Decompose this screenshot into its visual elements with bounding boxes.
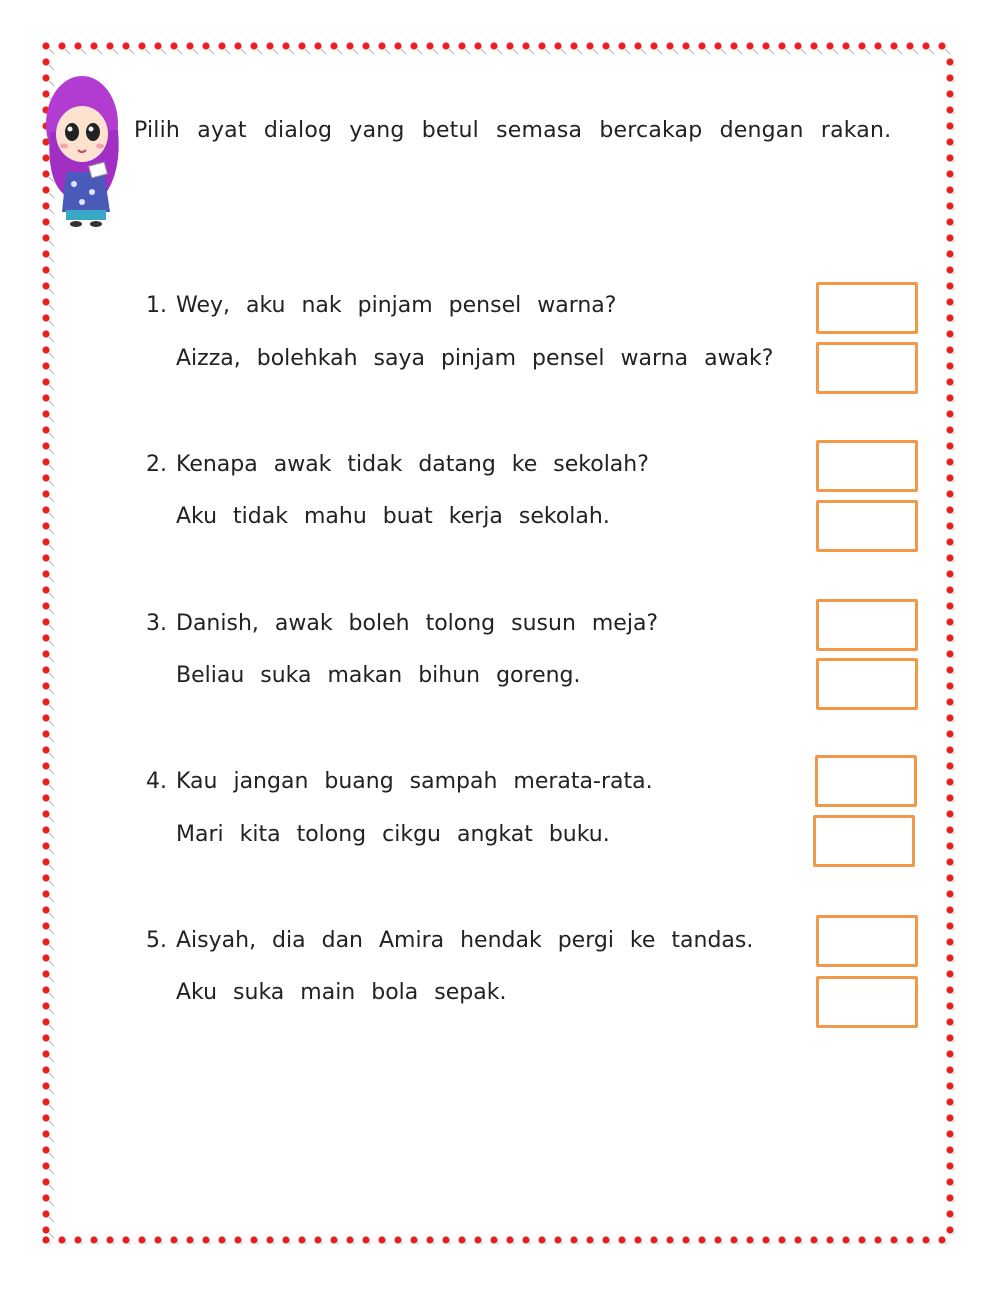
option-text: Kau jangan buang sampah merata-rata. [176, 769, 653, 794]
question-3-number: 3. [146, 611, 167, 636]
girl-avatar-illustration [44, 72, 126, 228]
answer-box-1a[interactable] [816, 282, 918, 334]
option-text: Mari kita tolong cikgu angkat buku. [176, 822, 610, 847]
option-text: Kenapa awak tidak datang ke sekolah? [176, 452, 649, 477]
question-2-option-a [146, 451, 649, 479]
option-text: Danish, awak boleh tolong susun meja? [176, 611, 659, 636]
question-1-number: 1. [146, 293, 167, 318]
question-5-option-a [146, 927, 753, 955]
question-5-option-b [176, 979, 506, 1007]
answer-box-5a[interactable] [816, 915, 918, 967]
option-text: Aisyah, dia dan Amira hendak pergi ke tandas. [176, 928, 754, 953]
question-2-option-b [176, 503, 610, 531]
question-4-number: 4. [146, 769, 167, 794]
answer-box-2b[interactable] [816, 500, 918, 552]
question-4-option-b [176, 821, 610, 849]
answer-box-5b[interactable] [816, 976, 918, 1028]
answer-box-2a[interactable] [816, 440, 918, 492]
option-text: Beliau suka makan bihun goreng. [176, 663, 581, 688]
answer-box-1b[interactable] [816, 342, 918, 394]
option-text: Aizza, bolehkah saya pinjam pensel warna awak? [176, 346, 774, 371]
question-4-option-a [146, 768, 653, 796]
option-text: Wey, aku nak pinjam pensel warna? [176, 293, 617, 318]
instruction-text: Pilih ayat dialog yang betul semasa bercakap dengan rakan. [134, 118, 892, 143]
answer-box-4a[interactable] [815, 755, 917, 807]
option-text: Aku suka main bola sepak. [176, 980, 507, 1005]
question-3-option-a [146, 610, 658, 638]
answer-box-3b[interactable] [816, 658, 918, 710]
answer-box-4b[interactable] [813, 815, 915, 867]
question-1-option-a [146, 292, 616, 320]
option-text: Aku tidak mahu buat kerja sekolah. [176, 504, 610, 529]
question-2-number: 2. [146, 452, 167, 477]
question-5-number: 5. [146, 928, 167, 953]
question-3-option-b [176, 662, 581, 690]
question-1-option-b [176, 345, 773, 373]
answer-box-3a[interactable] [816, 599, 918, 651]
